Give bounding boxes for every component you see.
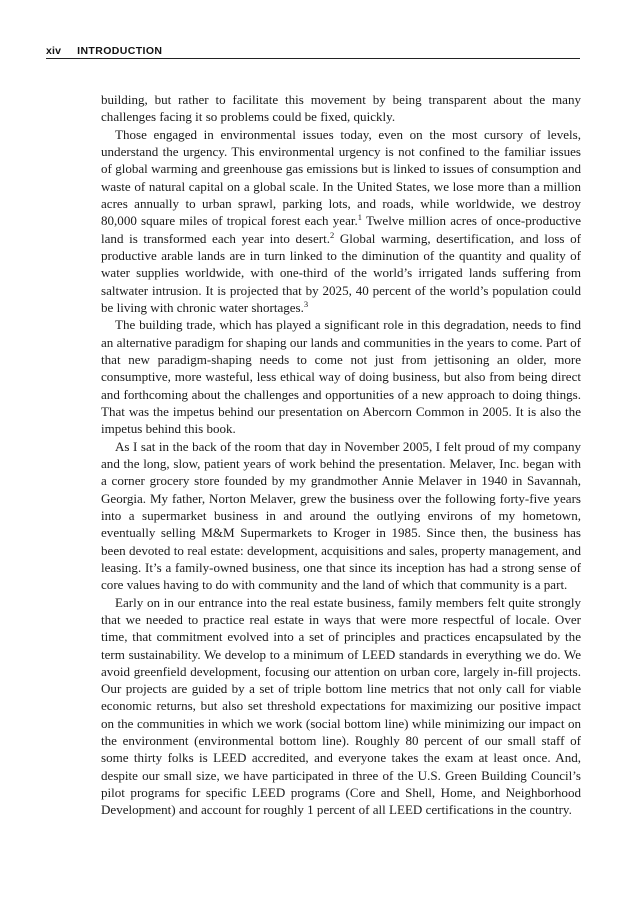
- footnote-ref-3[interactable]: 3: [303, 298, 309, 309]
- body-text: [101, 91, 581, 819]
- paragraph-2: [101, 126, 581, 317]
- paragraph-text: Twelve million acres of once-productive land is transformed each year into desert.: [101, 213, 581, 246]
- paragraph-text: The building trade, which has played a significant role in this degradation, needs to find an alternative paradigm for shaping our lands and communities in the years to come. Part of that new paradigm-shaping needs to come not just from jettisoning an older, more consumptive, more wasteful, less ethical way of doing business, but also from being direct and forthcoming about the challenges and opportunities of a new approach to doing things. That was the impetus behind our presentation on Abercorn Common in 2005. It is also the impetus behind this book.: [101, 317, 581, 437]
- footnote-ref-1[interactable]: 1: [357, 212, 362, 223]
- paragraph-text: Those engaged in environmental issues today, even on the most cursory of levels, understand the urgency. This environmental urgency is not confined to the familiar issues of global warming and greenhouse gas emissions but is linked to issues of consumption and waste of natural capital on a global scale. In the United States, we lose more than a million acres annually to urban sprawl, parking lots, and roads, while worldwide, we destroy 80,000 square miles of tropical forest each year.: [101, 126, 581, 229]
- paragraph-text: Early on in our entrance into the real estate business, family members felt quite strongly that we needed to practice real estate in ways that were more respectful of locale. Over time, that commitment evolved into a set of principles and practices encapsulated by the term sustainability. We develop to a minimum of LEED standards in everything we do. We avoid greenfield development, focusing our attention on urban core, largely in-fill projects. Our projects are guided by a set of triple bottom line metrics that not only call for viable economic returns, but also set threshold expectations for maximizing our positive impact on the communities in which we work (social bottom line) while minimizing our impact on the environment (environmental bottom line). Roughly 80 percent of our small staff of some thirty folks is LEED accredited, and everyone takes the exam at least once. And, despite our small size, we have participated in three of the U.S. Green Building Council’s pilot programs for specific LEED programs (Core and Shell, Home, and Neighborhood Development) and account for roughly 1 percent of all LEED certifications in the country.: [101, 594, 581, 818]
- paragraph-5: [101, 594, 581, 819]
- section-title: INTRODUCTION: [77, 45, 163, 57]
- running-header: [46, 44, 580, 59]
- paragraph-text: As I sat in the back of the room that day in November 2005, I felt proud of my company and the long, slow, patient years of work behind the presentation. Melaver, Inc. began with a corner grocery store founded by my grandmother Annie Melaver in 1940 in Savannah, Georgia. My father, Norton Melaver, grew the business over the following forty-five years into a supermarket business in and around the outlying environs of my hometown, eventually selling M&M Supermarkets to Kroger in 1985. Since then, the business has been devoted to real estate: development, acquisitions and sales, property management, and leasing. It’s a family-owned business, one that since its inception has had a strong sense of core values having to do with community and the land of which that community is a part.: [101, 438, 581, 593]
- paragraph-4: [101, 438, 581, 594]
- paragraph-1: [101, 91, 581, 126]
- paragraph-3: [101, 316, 581, 437]
- paragraph-text: building, but rather to facilitate this movement by being transparent about the many challenges facing it so problems could be fixed, quickly.: [101, 92, 581, 125]
- paragraph-text: Global warming, desertification, and loss of productive arable lands are in turn linked to the diminution of the quantity and quality of water supplies worldwide, with one-third of the world’s irrigated lands suffering from saltwater intrusion. It is projected that by 2025, 40 percent of the world’s population could be living with chronic water shortages.: [101, 230, 581, 315]
- page-number: xiv: [46, 45, 62, 57]
- footnote-ref-2[interactable]: 2: [329, 229, 335, 240]
